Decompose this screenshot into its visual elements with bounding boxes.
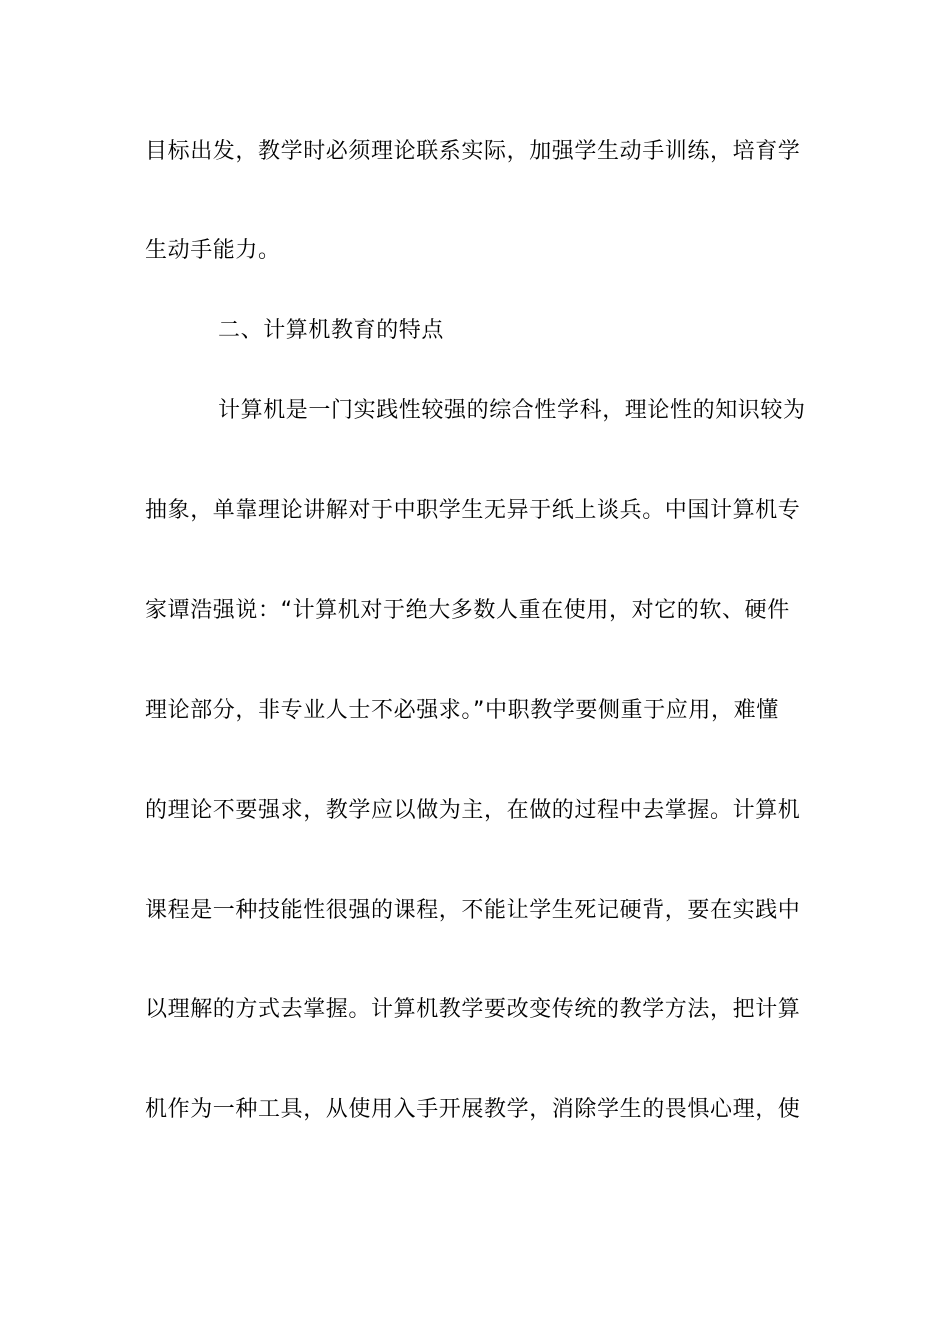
text-line: 抽象，单靠理论讲解对于中职学生无异于纸上谈兵。中国计算机专 xyxy=(145,498,801,523)
text-line: 计算机是一门实践性较强的综合性学科，理论性的知识较为 xyxy=(218,398,806,423)
text-line: 家谭浩强说：“计算机对于绝大多数人重在使用，对它的软、硬件 xyxy=(145,598,790,623)
text-line: 机作为一种工具，从使用入手开展教学，消除学生的畏惧心理，使 xyxy=(145,1097,801,1122)
text-line: 课程是一种技能性很强的课程，不能让学生死记硬背，要在实践中 xyxy=(145,898,801,923)
text-line: 生动手能力。 xyxy=(145,238,281,263)
text-line: 以理解的方式去掌握。计算机教学要改变传统的教学方法，把计算 xyxy=(145,997,801,1022)
text-line: 的理论不要强求，教学应以做为主，在做的过程中去掌握。计算机 xyxy=(145,798,801,823)
text-line: 目标出发，教学时必须理论联系实际，加强学生动手训练，培育学 xyxy=(145,139,801,164)
text-line: 理论部分，非专业人士不必强求。”中职教学要侧重于应用，难懂 xyxy=(145,698,779,723)
section-heading: 二、计算机教育的特点 xyxy=(218,318,445,343)
